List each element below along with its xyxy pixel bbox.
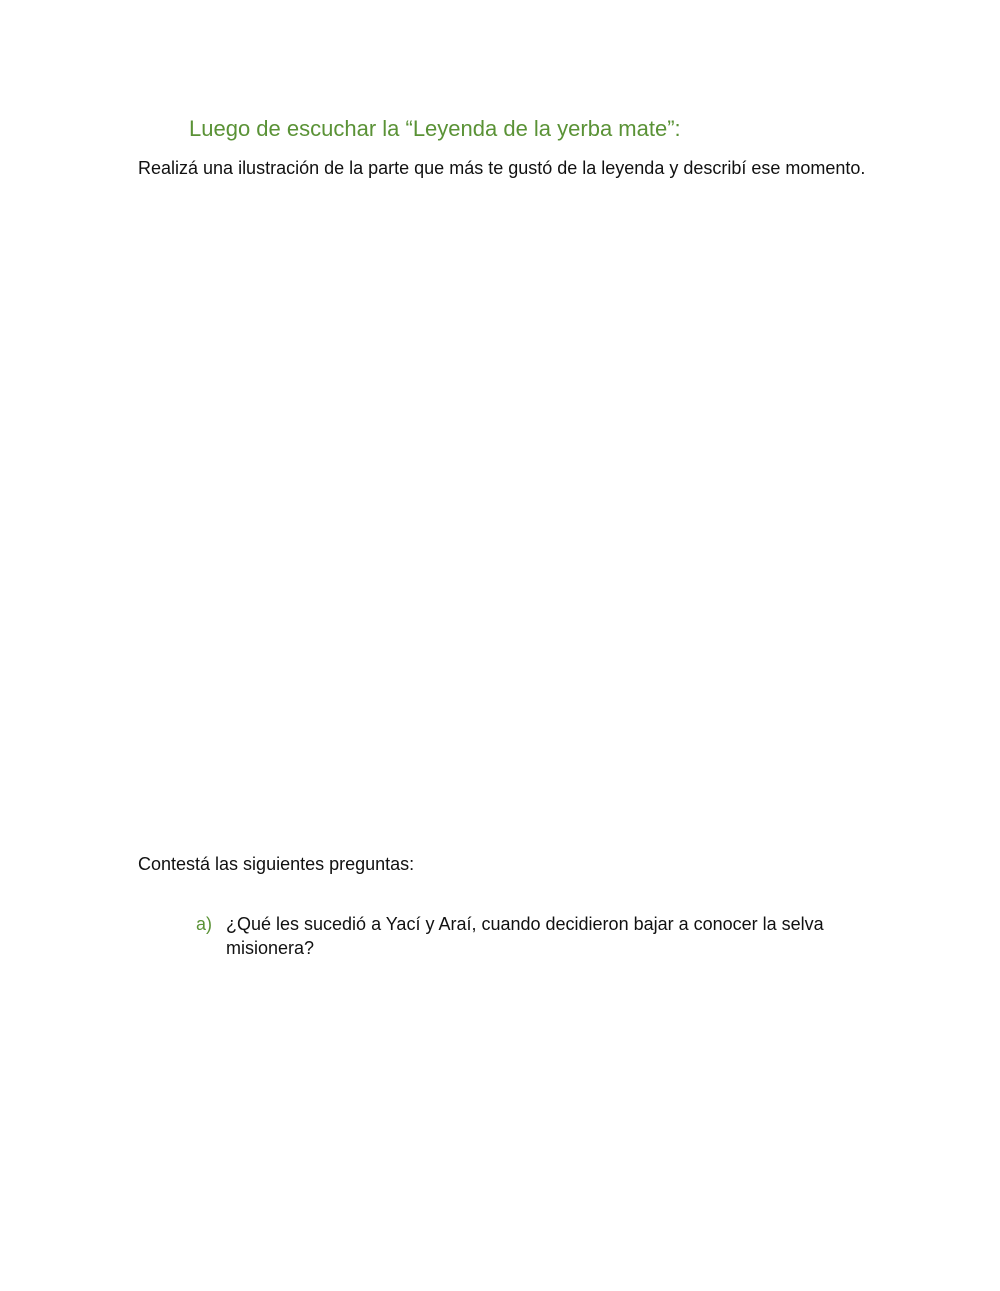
answer-area[interactable] [226, 975, 856, 1255]
question-marker: a) [196, 914, 213, 934]
illustration-area[interactable] [138, 215, 868, 830]
questions-intro: Contestá las siguientes preguntas: [138, 854, 415, 874]
illustration-instruction: Realizá una ilustración de la parte que más te gustó de la leyenda y describí ese momento. [138, 158, 866, 178]
page-title: Luego de escuchar la “Leyenda de la yerba mate”: [189, 116, 681, 141]
question-text: ¿Qué les sucedió a Yací y Araí, cuando decidieron bajar a conocer la selva misionera? [226, 914, 824, 958]
question-item [196, 912, 856, 960]
